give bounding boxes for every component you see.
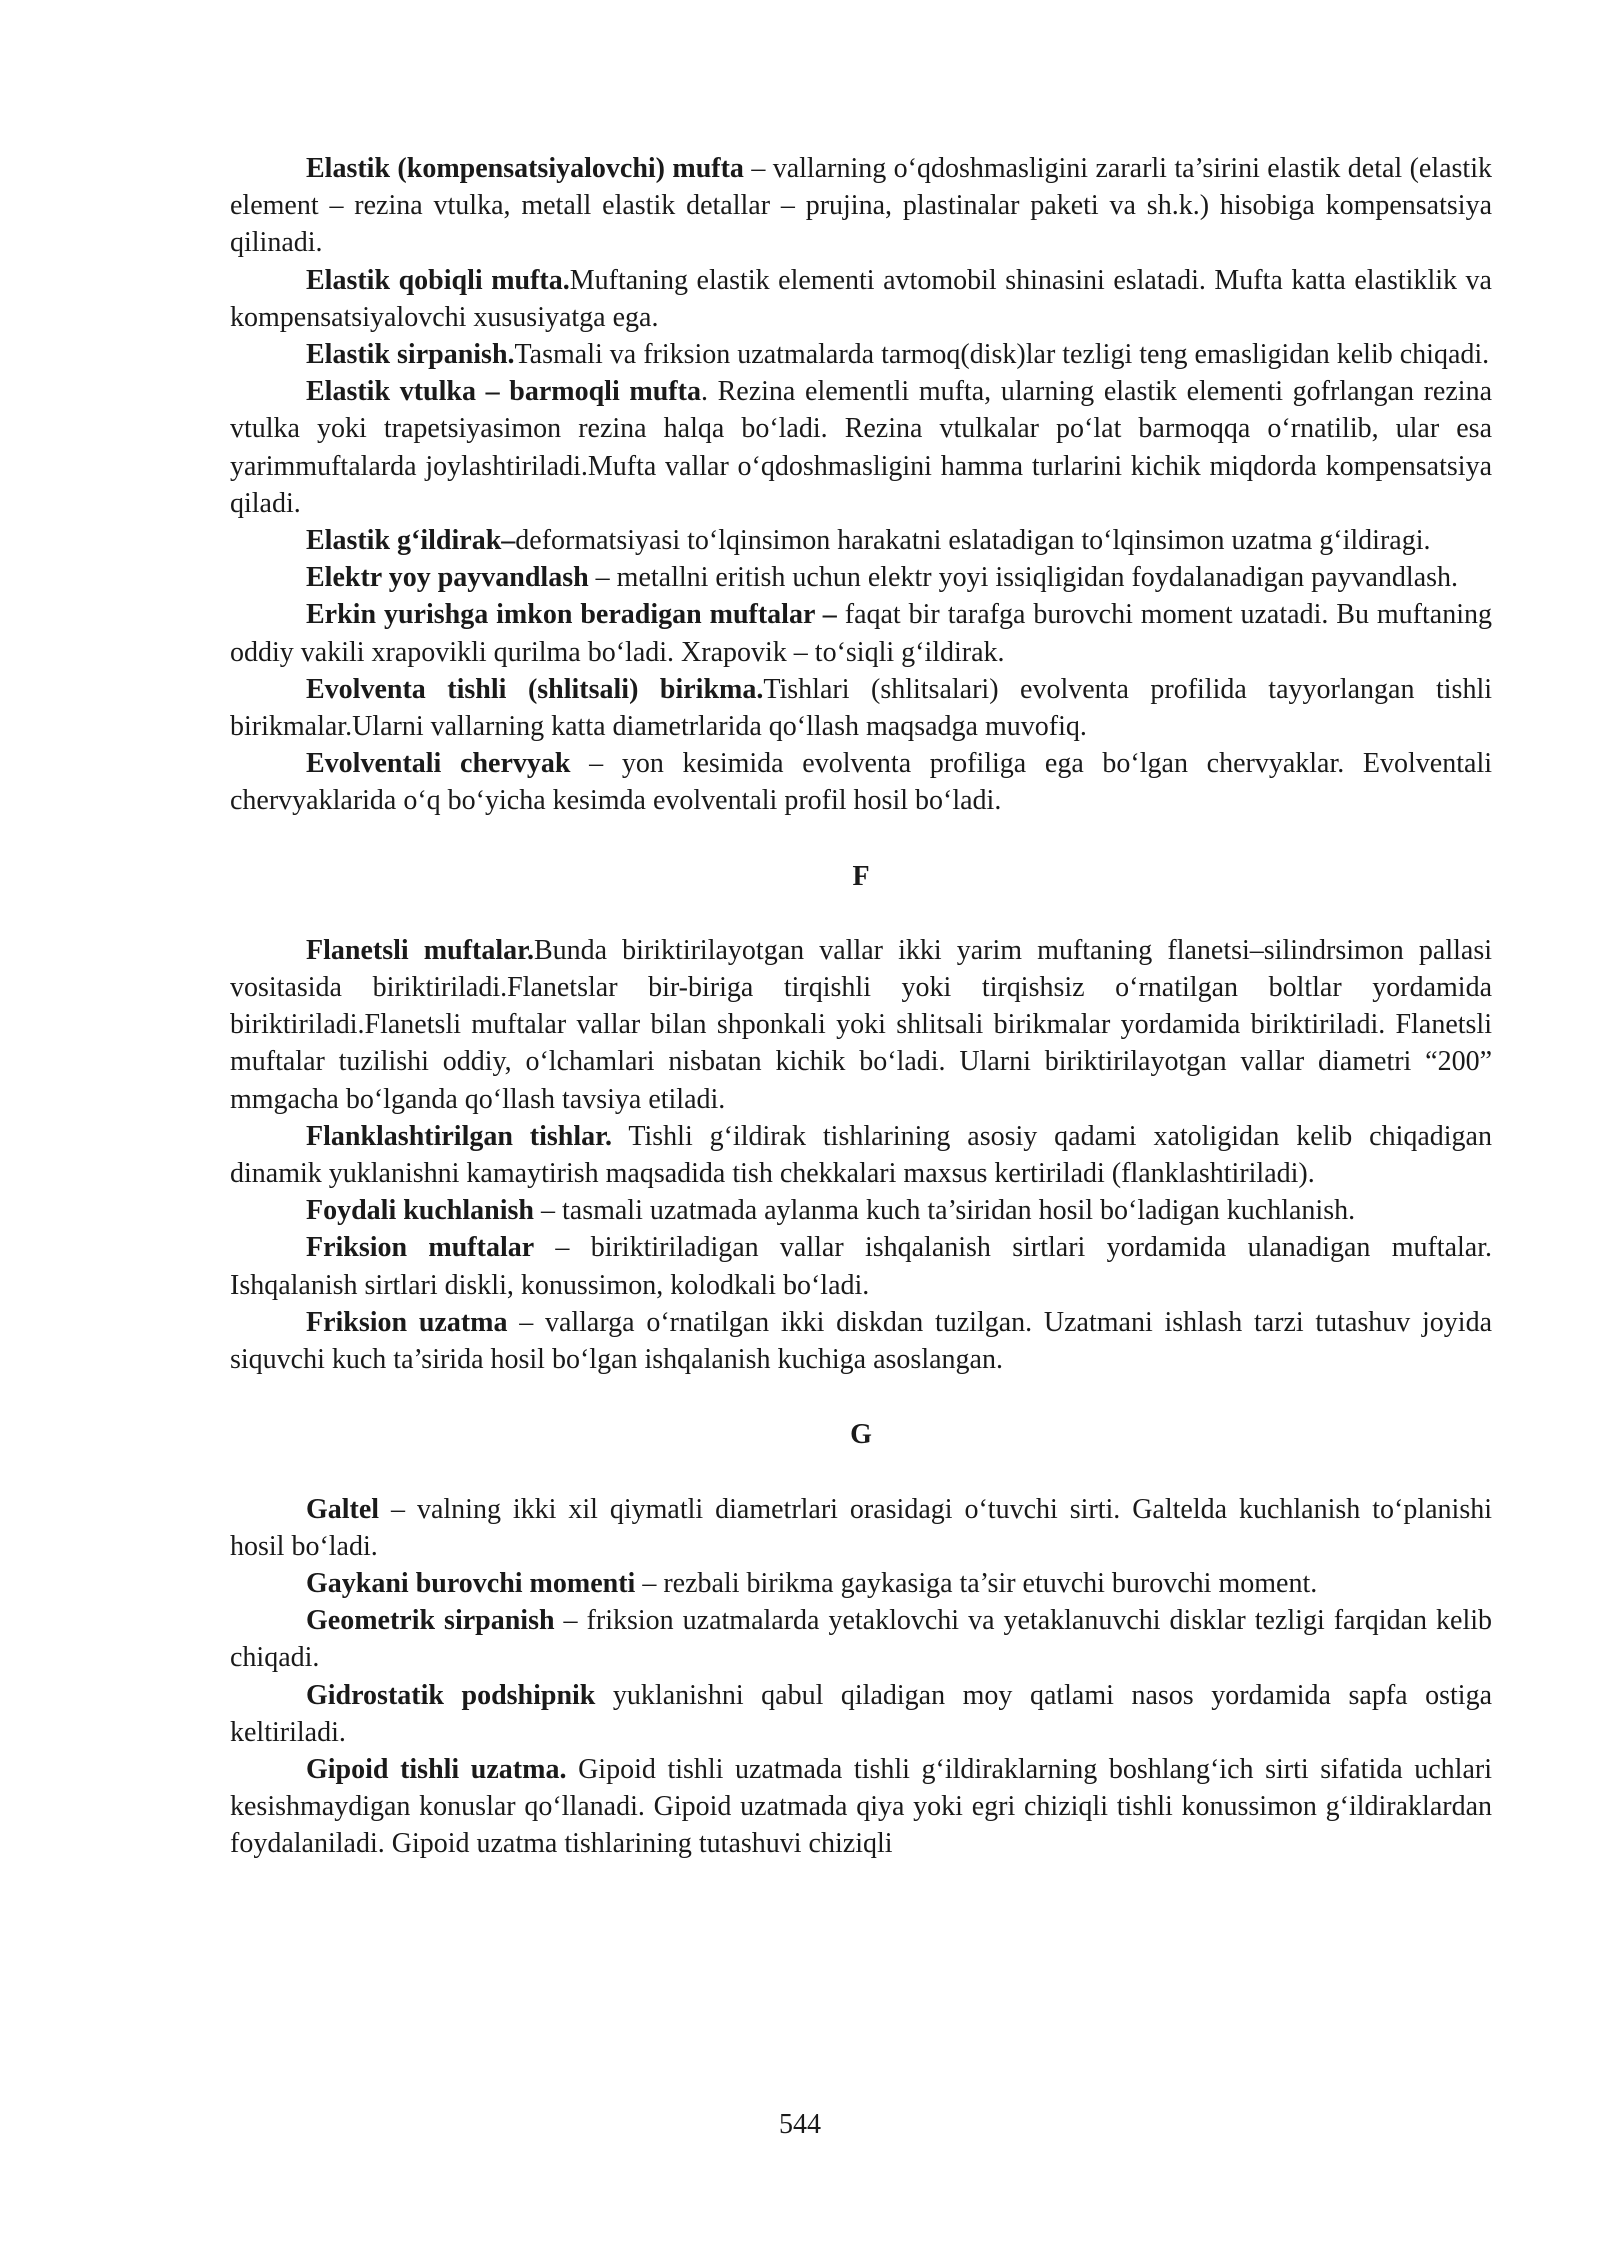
glossary-entry [230,596,1492,670]
glossary-entry [230,1751,1492,1863]
entry-term: Friksion uzatma [306,1306,508,1338]
entry-term: Geometrik sirpanish [306,1605,555,1637]
entry-term: Elastik vtulka – barmoqli mufta [306,376,701,408]
glossary-entry [230,1565,1492,1602]
glossary-entry [230,336,1492,373]
entry-term: Erkin yurishga imkon beradigan muftalar – [306,599,837,631]
entry-definition: – vallarga o‘rnatilgan ikki diskdan tuzilgan. Uzatmani ishlash tarzi tutashuv joyida siquvchi kuch ta’sirida hosil bo‘lgan ishqalanish kuchiga asoslangan. [230,1306,1492,1376]
entry-definition: Gipoid tishli uzatmada tishli g‘ildiraklarning boshlang‘ich sirti sifatida uchlari kesishmaydigan konuslar qo‘llanadi. Gipoid uzatmada qiya yoki egri chiziqli tishli konussimon g‘ildiraklardan foydalaniladi. Gipoid uzatma tishlarining tutashuvi chiziqli [230,1753,1492,1860]
glossary-entry [230,745,1492,819]
entry-definition: Tasmali va friksion uzatmalarda tarmoq(disk)lar tezligi teng emasligidan kelib chiqadi. [514,339,1490,371]
entry-definition: – biriktiriladigan vallar ishqalanish sirtlari yordamida ulanadigan muftalar. Ishqalanish sirtlari diskli, konussimon, kolodkali bo‘ladi. [230,1232,1492,1301]
glossary-entry [230,932,1492,1118]
entry-term: Flanetsli muftalar. [306,934,534,966]
entry-definition: faqat bir tarafga burovchi moment uzatadi. Bu muftaning oddiy vakili xrapovikli qurilma bo‘ladi. Xrapovik – to‘siqli g‘ildirak. [230,599,1492,668]
glossary-entry [230,1602,1492,1676]
entry-term: Elastik sirpanish. [306,339,515,371]
glossary-entry [230,1304,1492,1378]
entry-term: Elastik qobiqli mufta. [306,264,570,296]
entry-term: Elektr yoy payvandlash [306,562,589,594]
glossary-entry [230,262,1492,336]
entry-term: Elastik (kompensatsiyalovchi) mufta [306,153,744,184]
entry-term: Gidrostatik podshipnik [306,1679,596,1711]
glossary-entry [230,150,1492,262]
entry-definition: – metallni eritish uchun elektr yoyi issiqligidan foydalanadigan payvandlash. [588,562,1459,594]
entry-definition: Bunda biriktirilayotgan vallar ikki yarim muftaning flanetsi–silindrsimon pallasi vositasida biriktiriladi.Flanetslar bir-biriga tirqishli yoki tirqishsiz o‘rnatilgan boltlar yordamida biriktiriladi.Flanetsli muftalar vallar bilan shponkali yoki shlitsali birikmalar yordamida biriktiriladi. Flanetsli muftalar tuzilishi oddiy, o‘lchamlari nisbatan kichik bo‘ladi. Ularni biriktirilayotgan vallar diametri “200” mmgacha bo‘lganda qo‘llash tavsiya etiladi. [230,934,1492,1115]
entry-definition: Tishlari (shlitsalari) evolventa profilida tayyorlangan tishli birikmalar.Ularni vallarning katta diametrlarida qo‘llash maqsadga muvofiq. [230,673,1493,743]
entry-term: Galtel [306,1493,380,1525]
entry-definition: – yon kesimida evolventa profiliga ega bo‘lgan chervyaklar. Evolventali chervyaklarida o‘q bo‘yicha kesimda evolventali profil hosil bo‘ladi. [230,748,1493,817]
entry-definition: yuklanishni qabul qiladigan moy qatlami nasos yordamida sapfa ostiga keltiriladi. [230,1679,1493,1748]
glossary-entry [230,522,1492,559]
entry-term: Foydali kuchlanish [306,1195,534,1227]
glossary-entry [230,671,1492,745]
glossary-entry [230,1192,1492,1229]
entry-definition: Muftaning elastik elementi avtomobil shinasini eslatadi. Mufta katta elastiklik va kompensatsiyalovchi xususiyatga ega. [230,264,1492,333]
entry-term: Flanklashtirilgan tishlar. [306,1120,613,1152]
entry-definition: Tishli g‘ildirak tishlarining asosiy qadami xatoligidan kelib chiqadigan dinamik yuklanishni kamaytirish maqsadida tish chekkalari maxsus kertiriladi (flanklashtiriladi). [230,1120,1492,1190]
entry-term: Gaykani burovchi momenti [306,1567,636,1599]
entry-definition: . Rezina elementli mufta, ularning elastik elementi gofrlangan rezina vtulka yoki trapetsiyasimon rezina halqa bo‘ladi. Rezina vtulkalar po‘lat barmoqqa o‘rnatilib, ular esa yarimmuftalarda joylashtiriladi.Mufta vallar o‘qdoshmasligini hamma turlarini kichik miqdorda kompensatsiya qiladi. [230,376,1492,519]
glossary-entry [230,1491,1492,1565]
entry-term: Gipoid tishli uzatma. [306,1753,567,1785]
section-letter-heading: G [850,1419,872,1451]
entry-term: Elastik g‘ildirak– [306,525,516,557]
document-page [230,150,1492,1863]
entry-definition: deformatsiyasi to‘lqinsimon harakatni eslatadigan to‘lqinsimon uzatma g‘ildiragi. [515,525,1431,557]
entry-term: Evolventali chervyak [306,748,571,780]
glossary-entry [230,559,1492,596]
glossary-entry [230,1677,1492,1751]
glossary-entry [230,373,1492,522]
entry-definition: – friksion uzatmalarda yetaklovchi va yetaklanuvchi disklar tezligi farqidan kelib chiqadi. [230,1605,1492,1674]
entry-definition: – vallarning o‘qdoshmasligini zararli ta’sirini elastik detal (elastik element – rezina vtulka, metall elastik detallar – prujina, plastinalar paketi va sh.k.) hisobiga kompensatsiya qilinadi. [230,153,1492,259]
entry-definition: – valning ikki xil qiymatli diametrlari orasidagi o‘tuvchi sirti. Galtelda kuchlanish to‘planishi hosil bo‘ladi. [230,1493,1492,1562]
glossary-entry [230,1118,1492,1192]
section-letter-heading: F [852,860,870,892]
glossary-entry [230,1229,1492,1303]
entry-term: Evolventa tishli (shlitsali) birikma. [306,673,764,705]
entry-definition: – rezbali birikma gaykasiga ta’sir etuvchi burovchi moment. [635,1567,1318,1599]
entry-term: Friksion muftalar [306,1232,535,1264]
page-number: 544 [779,2109,821,2140]
entry-definition: – tasmali uzatmada aylanma kuch ta’siridan hosil bo‘ladigan kuchlanish. [533,1195,1356,1227]
